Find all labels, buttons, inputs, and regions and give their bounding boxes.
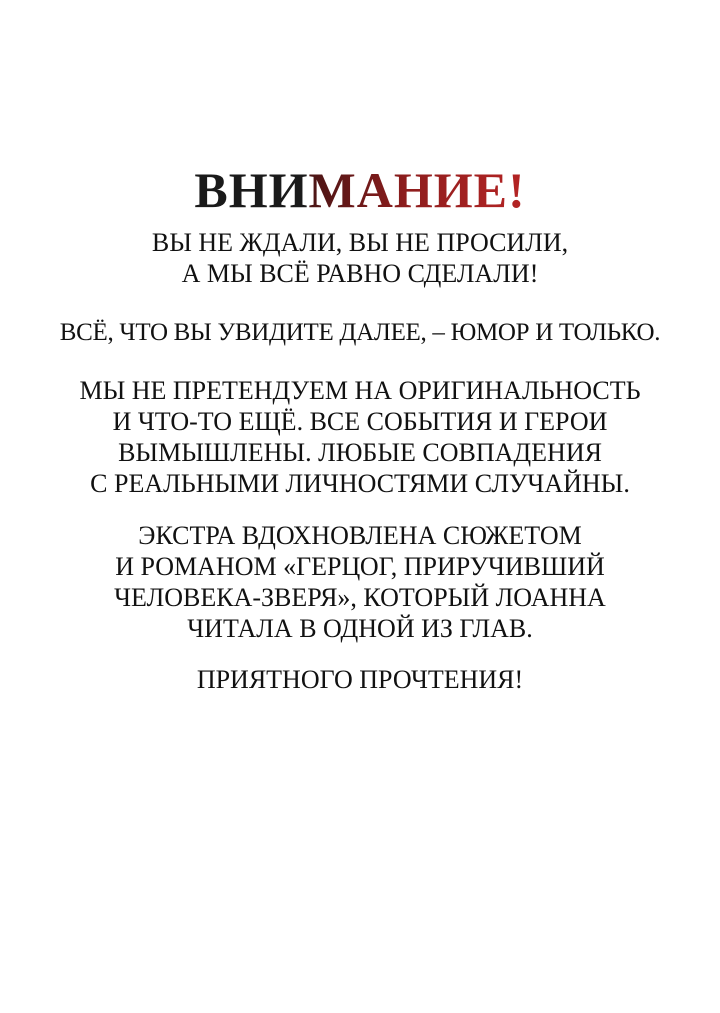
paragraph-line: ВЫ НЕ ЖДАЛИ, ВЫ НЕ ПРОСИЛИ, <box>151 228 569 257</box>
paragraph-line: МЫ НЕ ПРЕТЕНДУЕМ НА ОРИГИНАЛЬНОСТЬ <box>79 376 641 405</box>
paragraph-line: ВЫМЫШЛЕНЫ. ЛЮБЫЕ СОВПАДЕНИЯ <box>118 438 602 467</box>
paragraph-line: И РОМАНОМ «ГЕРЦОГ, ПРИРУЧИВШИЙ <box>115 552 605 581</box>
notice-title <box>0 162 720 218</box>
notice-title-red-part: МАНИЕ! <box>308 161 526 218</box>
paragraph-line: ЧИТАЛА В ОДНОЙ ИЗ ГЛАВ. <box>187 614 533 643</box>
paragraph-line: ПРИЯТНОГО ПРОЧТЕНИЯ! <box>196 665 524 694</box>
notice-paragraph <box>0 375 720 499</box>
paragraph-line: С РЕАЛЬНЫМИ ЛИЧНОСТЯМИ СЛУЧАЙНЫ. <box>90 469 630 498</box>
paragraph-line: ВСЁ, ЧТО ВЫ УВИДИТЕ ДАЛЕЕ, – ЮМОР И ТОЛЬКО. <box>59 319 661 346</box>
notice-paragraph <box>0 317 720 348</box>
paragraph-line: И ЧТО-ТО ЕЩЁ. ВСЕ СОБЫТИЯ И ГЕРОИ <box>112 407 608 436</box>
notice-paragraph <box>0 520 720 644</box>
notice-paragraph <box>0 664 720 695</box>
notice-paragraph <box>0 227 720 289</box>
paragraph-line: ЭКСТРА ВДОХНОВЛЕНА СЮЖЕТОМ <box>138 521 582 550</box>
notice-title-dark-part: ВНИ <box>194 161 309 218</box>
paragraph-line: ЧЕЛОВЕКА-ЗВЕРЯ», КОТОРЫЙ ЛОАННА <box>114 583 606 612</box>
paragraph-line: А МЫ ВСЁ РАВНО СДЕЛАЛИ! <box>181 259 539 288</box>
